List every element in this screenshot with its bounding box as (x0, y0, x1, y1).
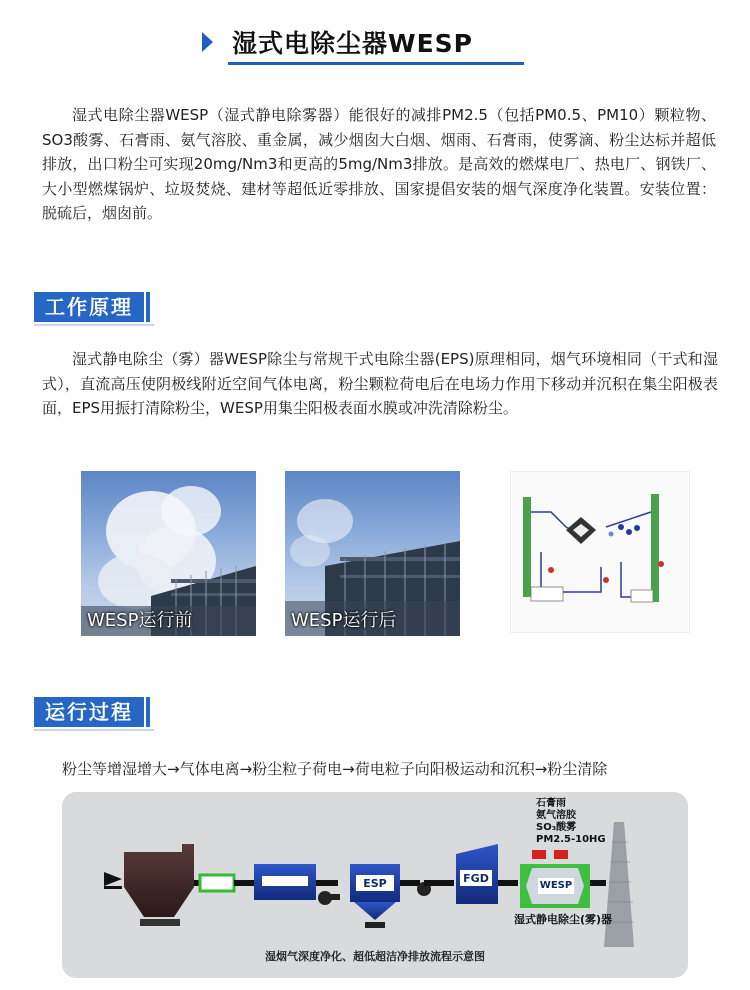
section-underline (34, 324, 154, 326)
pollutant-gypsum-rain: 石膏雨 (536, 798, 566, 809)
section-accent-bar (146, 697, 150, 727)
wesp-label: WESP (539, 880, 573, 891)
section-principle-header (34, 292, 152, 322)
section-principle-title: 工作原理 (34, 292, 144, 322)
title-underline (228, 62, 524, 65)
pollutant-so3-mist: SO₃酸雾 (536, 822, 577, 833)
photo-after (285, 471, 460, 636)
section-accent-bar (146, 292, 150, 322)
page-title: 湿式电除尘器WESP (232, 29, 473, 58)
section-process-title: 运行过程 (34, 697, 144, 727)
cropped-header-text (40, 0, 300, 8)
esp-label: ESP (363, 877, 387, 890)
wesp-schematic (510, 471, 690, 633)
principle-paragraph: 湿式静电除尘（雾）器WESP除尘与常规干式电除尘器(EPS)原理相同，烟气环境相同（干式和湿式），直流高压使阴极线附近空间气体电离，粉尘颗粒荷电后在电场力作用下移动并沉积在集尘阳极表面，EPS用振打清除粉尘，WESP用集尘阳极表面水膜或冲洗清除粉尘。 (42, 350, 718, 417)
section-process-header (34, 697, 152, 727)
process-flow-diagram (62, 792, 688, 978)
fgd-label: FGD (463, 872, 489, 885)
pollutant-pm: PM2.5-10HG (536, 834, 606, 845)
inlet-arrow-icon (104, 872, 122, 886)
intro-paragraph: 湿式电除尘器WESP（湿式静电除雾器）能很好的减排PM2.5（包括PM0.5、PM10）颗粒物、SO3酸雾、石膏雨、氨气溶胶、重金属，减少烟囱大白烟、烟雨、石膏雨，使雾滴、粉尘达标并超低排放，出口粉尘可实现20mg/Nm3和更高的5mg/Nm3排放。是高效的燃煤电厂、热电厂、钢铁厂、大小型燃煤锅炉、垃圾焚烧、建材等超低近零排放、国家提倡安装的烟气深度净化装置。安装位置：脱硫后，烟囱前。 (42, 106, 716, 222)
title-arrow-icon (202, 32, 213, 52)
photo-before-caption: WESP运行前 (87, 610, 193, 631)
section-underline (34, 729, 154, 731)
diagram-caption: 湿烟气深度净化、超低超洁净排放流程示意图 (265, 950, 485, 963)
page-title-block (202, 22, 524, 66)
wesp-caption: 湿式静电除尘(雾)器 (514, 913, 613, 926)
schematic-drawing (511, 472, 689, 632)
photo-before (81, 471, 256, 636)
pollutant-ammonia-aerosol: 氨气溶胶 (536, 810, 576, 821)
photo-after-caption: WESP运行后 (291, 610, 397, 631)
process-flow-text: 粉尘等增湿增大→气体电离→粉尘粒子荷电→荷电粒子向阳极运动和沉积→粉尘清除 (62, 760, 608, 778)
